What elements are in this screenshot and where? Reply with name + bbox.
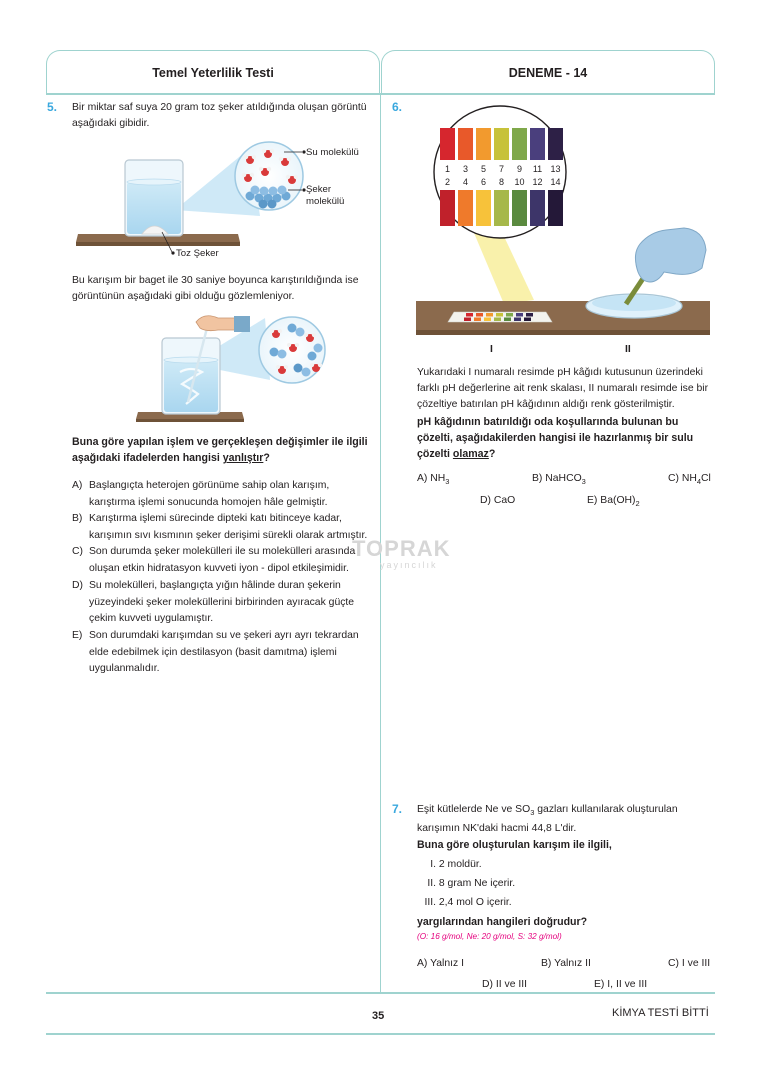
- q5-intro: Bir miktar saf suya 20 gram toz şeker atıldığında oluşan görüntü aşağıdaki gibidir.: [72, 102, 367, 129]
- footer-line-bottom: [46, 1033, 715, 1035]
- q7-item-2: II. 8 gram Ne içerir.: [427, 878, 516, 889]
- ph-box-swatch: [474, 318, 481, 322]
- ph-box-swatch: [496, 313, 503, 317]
- hand: [196, 316, 238, 331]
- page-number: 35: [372, 1010, 385, 1022]
- label-II: II: [625, 344, 631, 355]
- ph-box-swatch: [486, 313, 493, 317]
- ph-swatch-top: [494, 128, 509, 160]
- ph-box-swatch: [516, 313, 523, 317]
- q7-answer-a[interactable]: A) Yalnız I: [417, 958, 464, 969]
- ph-label-top: 13: [550, 164, 561, 174]
- q6-answer-a[interactable]: A) $NH_3$: [417, 473, 450, 487]
- watermark-sub: yayıncılık: [380, 560, 438, 570]
- watermark-logo: TOPRAK: [352, 536, 451, 561]
- label-sugar-molecule-2: molekülü: [306, 196, 345, 207]
- q6-text: Yukarıdaki I numaralı resimde pH kâğıdı kutusunun üzerindeki farklı pH değerlerine ait renk skalası, II numaralı resimde ise bir çözeltiye batırılan pH kâğıdının aldığı renk gösterilmiştir.: [417, 367, 709, 410]
- ph-label-top: 7: [498, 164, 505, 174]
- q5-figure-stirred: [130, 314, 350, 426]
- ph-label-top: 1: [444, 164, 451, 174]
- label-I: I: [490, 344, 493, 355]
- q7-answer-d[interactable]: D) II ve III: [482, 979, 528, 990]
- q7-hint: (O: 16 g/mol, Ne: 20 g/mol, S: 32 g/mol): [417, 932, 562, 941]
- q6-answer-b[interactable]: B) NaHCO$_3$: [532, 473, 586, 487]
- header-left-title: Temel Yeterlilik Testi: [152, 66, 274, 80]
- q7-answer-e[interactable]: E) I, II ve III: [594, 979, 648, 990]
- q6-answer-d[interactable]: D) CaO: [480, 495, 516, 506]
- label-sugar-molecule-1: Şeker: [306, 184, 332, 195]
- q7-answer-c[interactable]: C) I ve III: [668, 958, 711, 969]
- ph-swatch-bottom: [548, 190, 563, 226]
- ph-label-top: 5: [480, 164, 487, 174]
- q5-option-d[interactable]: D) Su molekülleri, başlangıçta yığın hâlinde duran şekerin yüzeyindeki şeker moleküllerini birbirinden ayıracak güçte çekim kuvveti uygulamıştır.: [72, 580, 355, 624]
- q5-option-a[interactable]: A) Başlangıçta heterojen görünüme sahip olan karışım, karıştırma işlemi sonucunda homojen hâle gelmiştir.: [72, 480, 330, 508]
- q5-option-c[interactable]: C) Son durumda şeker molekülleri ile su molekülleri arasında oluşan etkin hidratasyon kuvveti iyon - dipol etkileşimidir.: [72, 546, 356, 574]
- ph-box-swatch: [484, 318, 491, 322]
- q7-question: Buna göre oluşturulan karışım ile ilgili,: [417, 839, 612, 851]
- q7-item-1: I. 2 moldür.: [430, 859, 482, 870]
- ph-swatch-bottom: [440, 190, 455, 226]
- ph-box-swatch: [466, 313, 473, 317]
- ph-label-bottom: 14: [550, 177, 561, 187]
- ph-box-swatch: [494, 318, 501, 322]
- q5-option-e[interactable]: E) Son durumdaki karışımdan su ve şekeri ayrı ayrı tekrardan elde edebilmek için destilasyon (basit damıtma) işlemi uygulanmalıdır.: [72, 630, 359, 674]
- q7-number: 7.: [392, 802, 403, 816]
- ph-swatch-bottom: [530, 190, 545, 226]
- ph-swatch-bottom: [476, 190, 491, 226]
- q6-question: pH kâğıdının batırıldığı oda koşullarında bulunan bu çözelti, aşağıdakilerden hangisi ile hazırlanmış bir sulu çözelti olamaz?: [417, 416, 694, 460]
- ph-swatch-bottom: [494, 190, 509, 226]
- ph-label-bottom: 2: [444, 177, 451, 187]
- label-water-molecule: Su molekülü: [306, 147, 359, 158]
- ph-swatch-bottom: [512, 190, 527, 226]
- header-right-title: DENEME - 14: [508, 66, 588, 80]
- q7-answer-b[interactable]: B) Yalnız II: [541, 958, 591, 969]
- ph-box-swatch: [476, 313, 483, 317]
- q5-question: Buna göre yapılan işlem ve gerçekleşen değişimler ile ilgili aşağıdaki ifadelerden hangisi yanlıştır?: [72, 436, 368, 464]
- ph-label-top: 11: [532, 164, 543, 174]
- label-powder-sugar: Toz Şeker: [176, 248, 219, 259]
- ph-box-swatch: [506, 313, 513, 317]
- q7-item-3: III. 2,4 mol O içerir.: [424, 897, 512, 908]
- ph-swatch-top: [440, 128, 455, 160]
- q5-middle-text: Bu karışım bir baget ile 30 saniye boyunca karıştırıldığında ise görüntünün aşağıdaki gibi olduğu gözlemleniyor.: [72, 275, 359, 302]
- ph-box-swatch: [526, 313, 533, 317]
- ph-label-bottom: 10: [514, 177, 525, 187]
- ph-box-swatch: [504, 318, 511, 322]
- gloved-hand: [635, 228, 706, 282]
- ph-label-bottom: 4: [462, 177, 469, 187]
- ph-box-swatch: [514, 318, 521, 322]
- ph-swatch-bottom: [458, 190, 473, 226]
- ph-label-bottom: 8: [498, 177, 505, 187]
- q6-answer-c[interactable]: C) $NH_4Cl$: [668, 473, 711, 487]
- ph-swatch-top: [548, 128, 563, 160]
- ph-swatch-top: [530, 128, 545, 160]
- ph-swatch-top: [512, 128, 527, 160]
- ph-label-top: 9: [516, 164, 523, 174]
- q7-text: Eşit kütlelerde Ne ve $SO_3$ gazları kullanılarak oluşturulan karışımın NK'daki hacmi 44,8 L'dir.: [417, 804, 678, 835]
- ph-label-top: 3: [462, 164, 469, 174]
- q7-ask: yargılarından hangileri doğrudur?: [417, 916, 588, 928]
- ph-label-bottom: 6: [480, 177, 487, 187]
- q6-number: 6.: [392, 100, 403, 114]
- q6-ph-figure: [414, 104, 714, 340]
- end-of-test: KİMYA TESTİ BİTTİ: [612, 1007, 709, 1019]
- ph-label-bottom: 12: [532, 177, 543, 187]
- q5-number: 5.: [47, 100, 58, 114]
- q5-option-b[interactable]: B) Karıştırma işlemi sürecinde dipteki katı bitinceye kadar, karışımın sıvı kısmının şeker derişimi sürekli olarak artmıştır.: [72, 513, 368, 541]
- q6-answer-e[interactable]: E) $Ba(OH)_2$: [587, 495, 640, 509]
- ph-box-swatch: [464, 318, 471, 322]
- ph-box-swatch: [524, 318, 531, 322]
- ph-swatch-top: [458, 128, 473, 160]
- ph-swatch-top: [476, 128, 491, 160]
- footer-line-top: [46, 992, 715, 994]
